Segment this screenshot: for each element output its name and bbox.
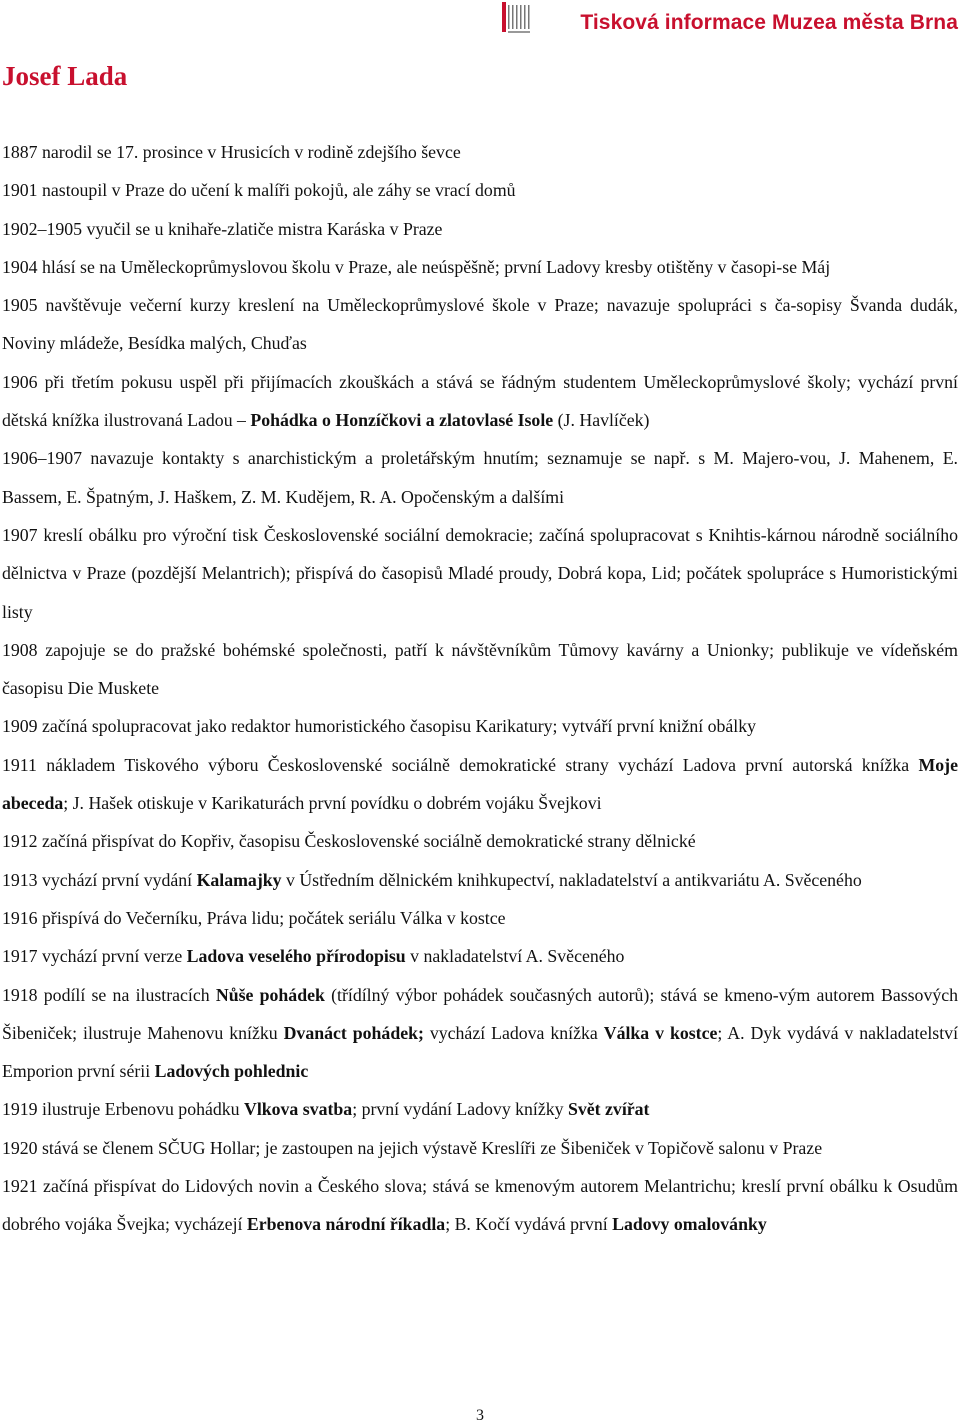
page-number: 3 — [476, 1407, 484, 1424]
timeline-entry — [2, 516, 958, 631]
timeline-entry — [2, 861, 958, 899]
entry-text: začíná přispívat do Lidových novin a Českého slova; stává se kmenovým autorem Melantrichu; kreslí první obálku k Osudům dobrého vojáka Švejka; vycházejí — [2, 1176, 958, 1235]
timeline-entry — [2, 976, 958, 1091]
entry-text: ; J. Hašek otiskuje v Karikaturách první povídku o dobrém vojáku Švejkovi — [63, 793, 602, 814]
entry-year: 1901 — [2, 180, 38, 201]
entry-text: narodil se 17. prosince v Hrusicích v rodině zdejšího ševce — [37, 142, 461, 162]
entry-text: začíná přispívat do Kopřiv, časopisu Československé sociálně demokratické strany dělnické — [37, 831, 696, 852]
entry-year: 1919 — [2, 1099, 38, 1120]
entry-title-bold: Erbenova národní říkadla — [246, 1214, 446, 1235]
entry-year: 1902–1905 — [2, 218, 83, 239]
entry-text: kreslí obálku pro výroční tisk Československé sociální demokracie; začíná spolupracovat s Knihtis-kárnou národně sociálního dělnictva v Praze (pozdější Melantrich); přispívá do časopisů Mladé proudy, Dobrá kopa, Lid; počátek spolupráce s Humoristickými listy — [2, 524, 958, 622]
entry-year: 1913 — [2, 869, 38, 890]
entry-title-bold: Dvanáct pohádek; — [283, 1022, 424, 1043]
museum-logo-icon — [500, 2, 534, 36]
entry-text: podílí se na ilustracích — [37, 984, 216, 1005]
entry-text: při třetím pokusu uspěl při přijímacích zkouškách a stává se řádným studentem Uměleckoprůmyslové školy; vychází první dětská knížka ilustrovaná Ladou – — [2, 371, 958, 431]
header-title: Tisková informace Muzea města Brna — [580, 11, 958, 34]
entry-title-bold: Válka v kostce — [603, 1022, 718, 1043]
timeline-entry — [2, 899, 958, 937]
entry-text: navštěvuje večerní kurzy kreslení na Uměleckoprůmyslové škole v Praze; navazuje spolupráci s ča-sopisy Švanda dudák, Noviny mládeže, Besídka malých, Chuďas — [2, 295, 958, 354]
entry-text: ilustruje Erbenovu pohádku — [37, 1099, 244, 1120]
entry-text: začíná spolupracovat jako redaktor humoristického časopisu Karikatury; vytváří první knižní obálky — [37, 716, 757, 737]
entry-text: stává se členem SČUG Hollar; je zastoupen na jejich výstavě Kreslíři ze Šibeniček v Topičově salonu v Praze — [37, 1137, 823, 1158]
entry-year: 1909 — [2, 716, 38, 737]
entry-text: nastoupil v Praze do učení k malíři pokojů, ale záhy se vrací domů — [37, 180, 516, 201]
page-title: Josef Lada — [2, 61, 128, 91]
timeline-entry — [2, 248, 958, 286]
timeline-entry — [2, 1090, 958, 1128]
entry-text: přispívá do Večerníku, Práva lidu; počátek seriálu Válka v kostce — [37, 907, 506, 928]
entry-title-bold: Vlkova svatba — [243, 1099, 353, 1120]
entry-year: 1916 — [2, 907, 38, 928]
entry-year: 1908 — [2, 639, 38, 660]
entry-year: 1912 — [2, 831, 38, 852]
entry-title-bold: Moje abeceda — [2, 754, 958, 814]
entry-year: 1917 — [2, 946, 38, 967]
timeline-entry — [2, 631, 958, 708]
entry-text: nákladem Tiskového výboru Československé sociálně demokratické strany vychází Ladova první autorská knížka — [36, 754, 919, 775]
timeline-entry — [2, 937, 958, 975]
entry-year: 1920 — [2, 1137, 38, 1158]
entry-text: ; B. Kočí vydává první — [445, 1214, 613, 1235]
entry-text: v nakladatelství A. Svěceného — [405, 946, 625, 967]
timeline-entry — [2, 439, 958, 516]
timeline-entry — [2, 133, 958, 171]
entry-text: navazuje kontakty s anarchistickým a proletářským hnutím; seznamuje se např. s M. Majero-vou, J. Mahenem, E. Bassem, E. Špatným, J. Haškem, Z. M. Kudějem, R. A. Opočenským a dalšími — [2, 448, 958, 507]
timeline-entry — [2, 210, 958, 248]
timeline-entry — [2, 1129, 958, 1167]
entry-text: vyučil se u knihaře-zlatiče mistra Karáska v Praze — [82, 218, 443, 239]
timeline-entry — [2, 746, 958, 823]
entry-year: 1911 — [2, 754, 37, 775]
timeline-entry — [2, 286, 958, 363]
entry-text: ; první vydání Ladovy knížky — [352, 1099, 568, 1120]
entry-text: hlásí se na Uměleckoprůmyslovou školu v Praze, ale neúspěšně; první Ladovy kresby otištěny v časopi-se Máj — [37, 256, 831, 277]
entry-year: 1887 — [2, 142, 38, 162]
entry-title-bold: Kalamajky — [196, 869, 282, 890]
entry-title-bold: Ladova veselého přírodopisu — [186, 946, 406, 967]
entry-year: 1906–1907 — [2, 448, 83, 469]
entry-text: (J. Havlíček) — [553, 410, 650, 431]
timeline-entry — [2, 363, 958, 440]
timeline-entry — [2, 707, 958, 745]
entry-year: 1907 — [2, 524, 38, 545]
entry-title-bold: Pohádka o Honzíčkovi a zlatovlasé Isole — [250, 410, 554, 431]
entry-text: vychází první vydání — [37, 869, 197, 890]
entry-title-bold: Ladových pohlednic — [154, 1061, 309, 1082]
entry-text: (třídílný výbor pohádek současných autorů); stává se kmeno-vým autorem Bassových Šibeniček; ilustruje Mahenovu knížku — [2, 984, 959, 1043]
timeline-entry — [2, 171, 958, 209]
entry-text: vychází Ladova knížka — [423, 1022, 604, 1043]
entry-year: 1906 — [2, 371, 38, 392]
entry-title-bold: Ladovy omalovánky — [612, 1214, 767, 1235]
timeline-entry — [2, 822, 958, 860]
entry-text: v Ústředním dělnickém knihkupectví, nakladatelství a antikvariátu A. Svěceného — [281, 869, 862, 890]
timeline — [2, 133, 958, 1244]
entry-title-bold: Svět zvířat — [568, 1099, 650, 1120]
entry-text: vychází první verze — [37, 946, 187, 967]
entry-text: zapojuje se do pražské bohémské společnosti, patří k návštěvníkům Tůmovy kavárny a Unionky; publikuje ve vídeňském časopisu Die Muskete — [2, 639, 958, 699]
entry-title-bold: Nůše pohádek — [215, 984, 325, 1005]
page-header — [0, 0, 960, 48]
entry-year: 1904 — [2, 256, 38, 277]
entry-text: ; A. Dyk vydává v nakladatelství Emporion první sérii — [2, 1022, 959, 1082]
entry-year: 1921 — [2, 1176, 38, 1197]
entry-year: 1918 — [2, 984, 38, 1005]
timeline-entry — [2, 1167, 958, 1244]
entry-year: 1905 — [2, 295, 38, 316]
